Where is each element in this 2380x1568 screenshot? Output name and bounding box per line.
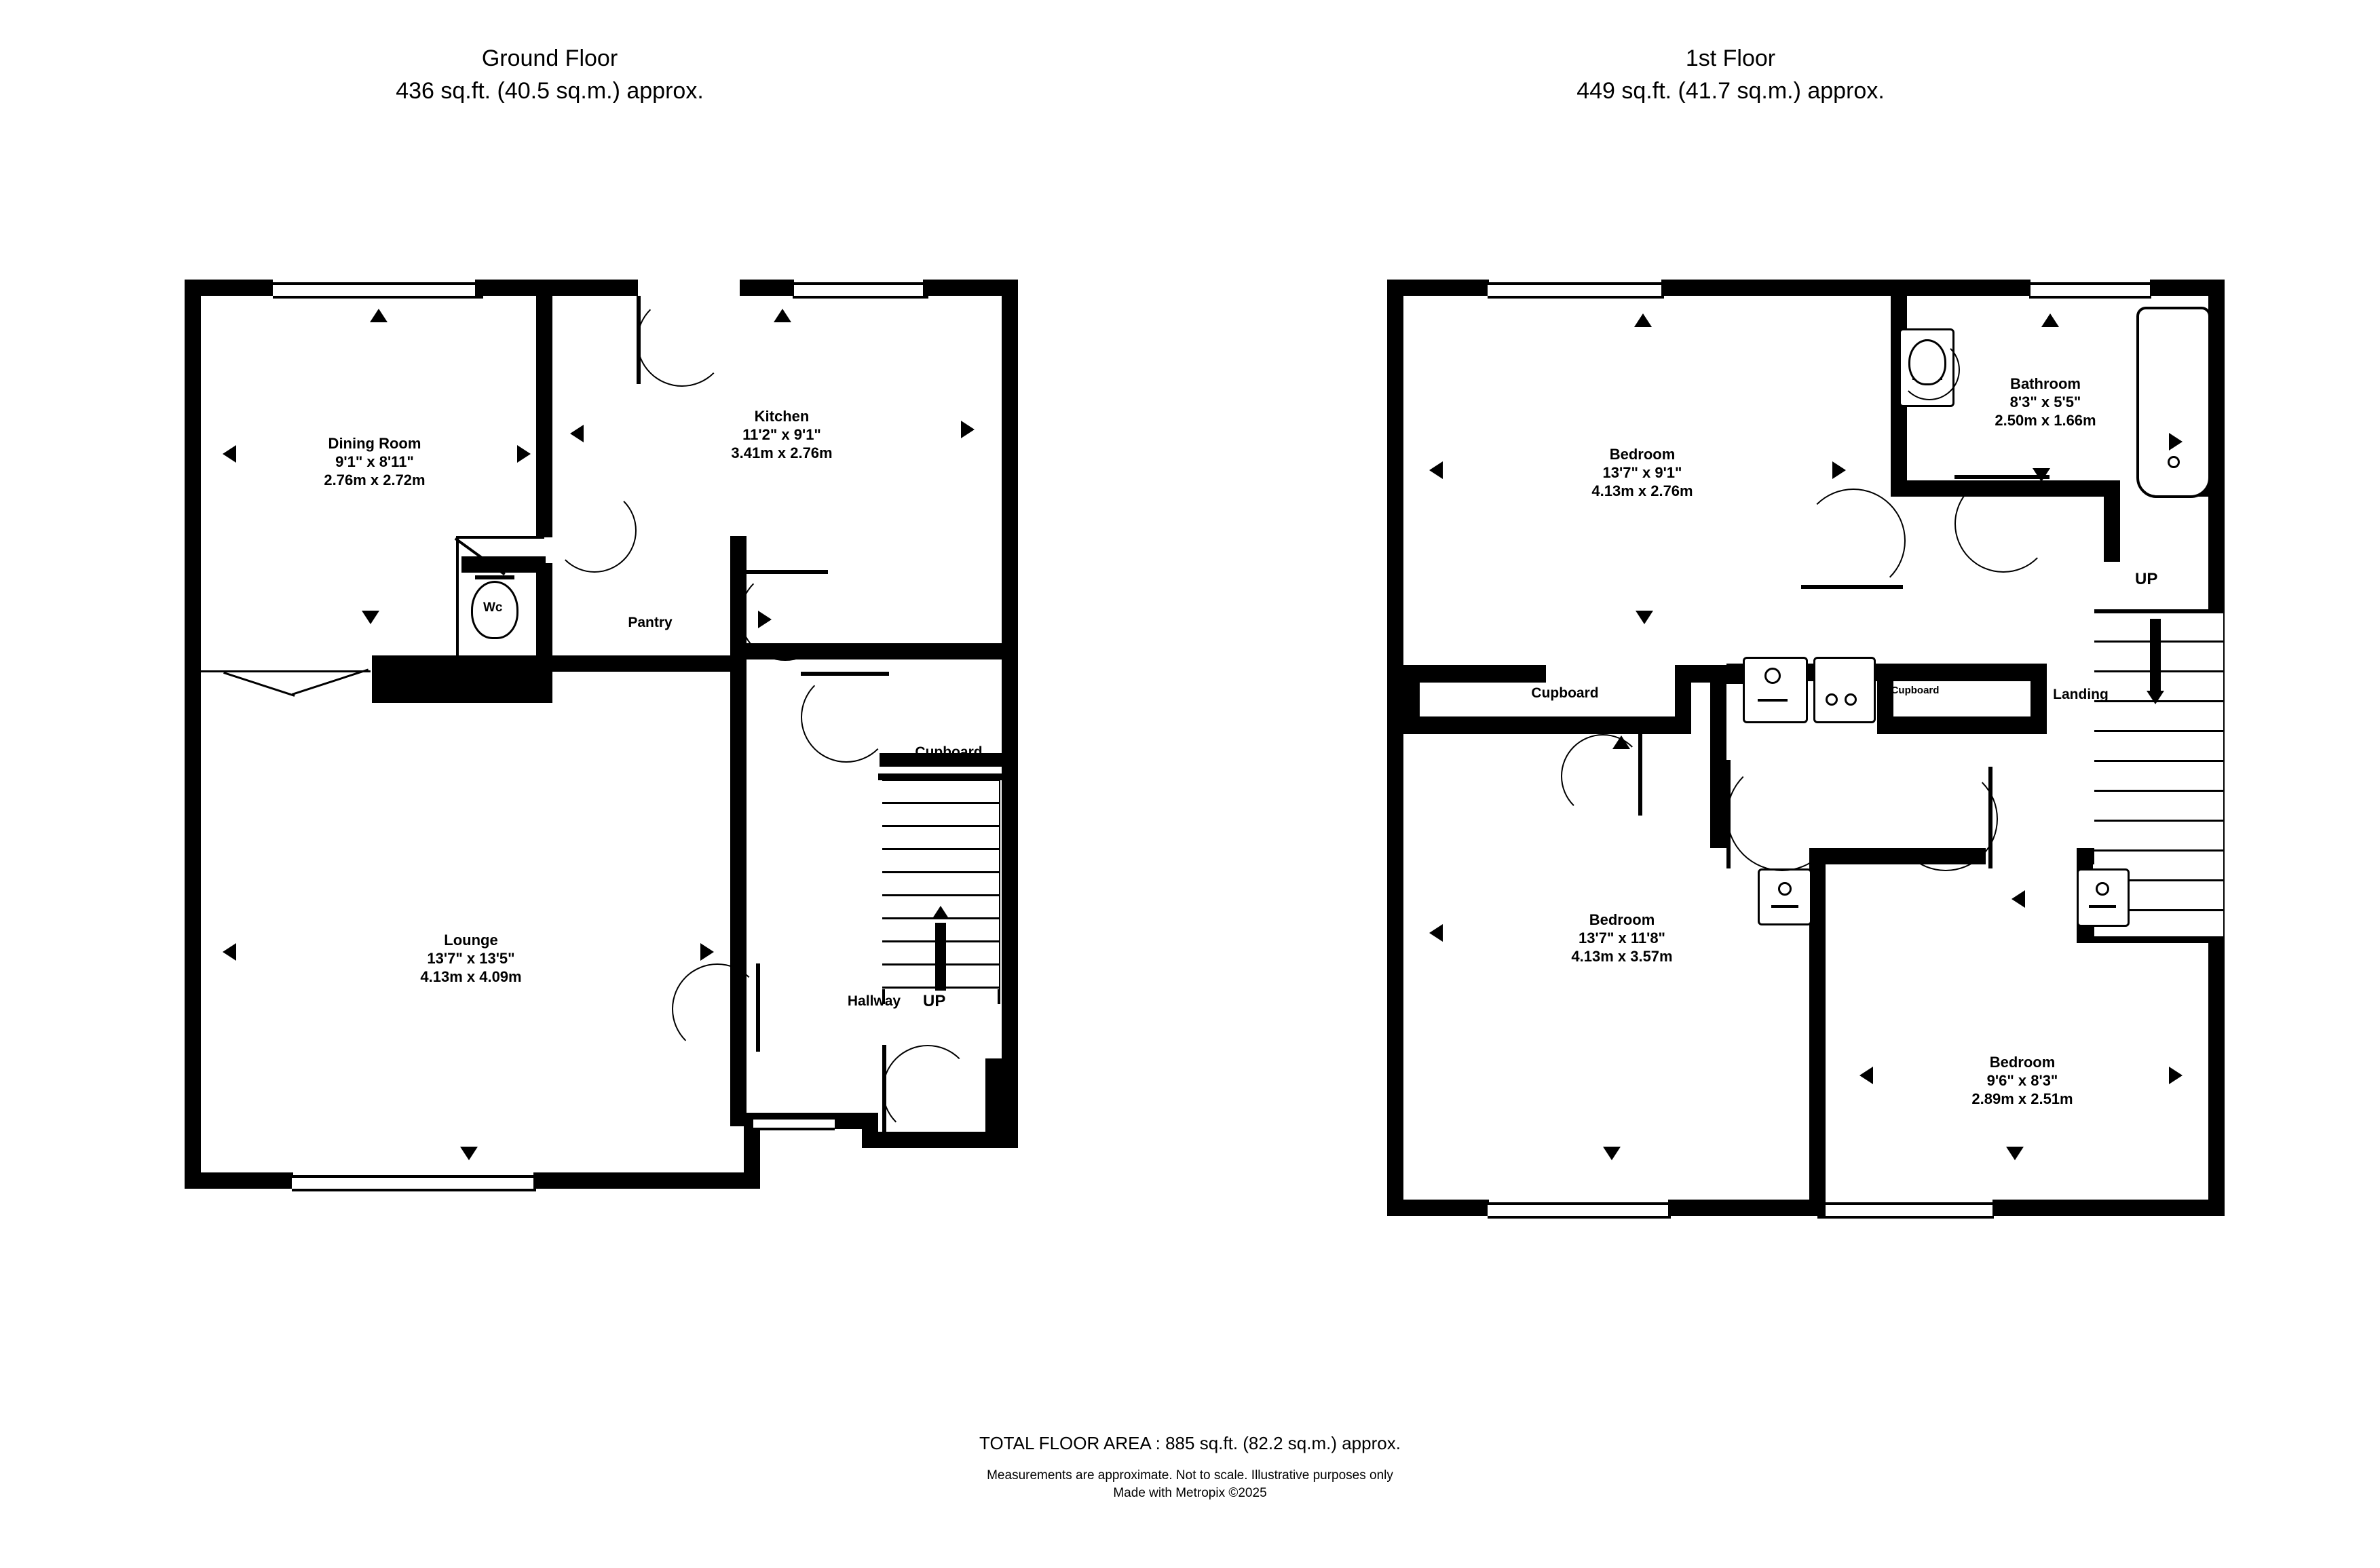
room-label-bedroom-1: [1591, 445, 1693, 500]
room-imperial-kitchen: 11'2" x 9'1": [742, 426, 821, 443]
stairs-up-arrow-head-ground: [932, 906, 949, 919]
room-name-lounge: Lounge: [444, 932, 498, 949]
door-leaf-understairs: [801, 672, 889, 676]
room-label-bedroom-2: [1571, 911, 1672, 965]
room-label-lounge: [420, 931, 521, 986]
door-swing-cupboard-1f: [1561, 734, 1645, 818]
arrow-bed1-right: [1832, 461, 1846, 479]
door-swing-kitchen-hall: [740, 570, 831, 661]
wall-dining-kitchen-upper: [536, 280, 552, 537]
airing-unit-left-dial-icon: [1764, 668, 1781, 684]
wall-entry-bottom: [862, 1132, 1018, 1148]
wall-top-mid: [475, 280, 638, 296]
door-leaf-bedroom3: [1988, 767, 1992, 868]
arrow-bed2-left: [1429, 924, 1443, 942]
wall-cupboard-edge-1f: [1675, 665, 1691, 734]
window-bedroom2-rear: [1488, 1202, 1671, 1219]
arrow-bed1-rear: [1636, 611, 1653, 624]
door-leaf-kitchen-hall: [740, 570, 828, 574]
arrow-dining-left: [223, 445, 236, 463]
room-metric-kitchen: 3.41m x 2.76m: [731, 444, 833, 461]
room-name-hallway: Hallway: [847, 993, 901, 1009]
arrow-bathroom-door: [2033, 468, 2050, 482]
airing-unit-right-icon: [1813, 657, 1876, 723]
arrow-bed1-front: [1634, 313, 1652, 327]
door-swing-bathroom: [1954, 475, 2052, 573]
airing-unit-right-dial-b-icon: [1845, 693, 1857, 706]
room-name-dining-room: Dining Room: [328, 435, 421, 452]
door-leaf-bedroom2: [1726, 760, 1731, 868]
arrow-lounge-right: [700, 943, 714, 961]
room-label-cupboard-1f-right: [1891, 681, 1940, 700]
wall-understairs-top: [878, 773, 1018, 780]
arrow-bed3-right: [2169, 1067, 2183, 1084]
wall-wc-block: [372, 655, 552, 703]
wall-wc-tick: [456, 573, 459, 575]
room-metric-lounge: 4.13m x 4.09m: [420, 968, 522, 985]
airing-unit-right-dial-a-icon: [1826, 693, 1838, 706]
room-metric-bathroom: 2.50m x 1.66m: [1995, 412, 2096, 429]
total-floor-area-text: TOTAL FLOOR AREA : 885 sq.ft. (82.2 sq.m.) approx.: [979, 1433, 1401, 1453]
door-swing-bedroom1: [1801, 489, 1906, 593]
door-swing-entry: [882, 1045, 973, 1136]
stairs-up-arrow-stem-ground: [935, 923, 946, 991]
stairs-up-label-first: UP: [2135, 570, 2158, 588]
ground-floor-title-text: Ground Floor: [481, 45, 618, 71]
door-swing-kitchen-front: [637, 296, 728, 387]
wc-label: Wc: [483, 600, 503, 615]
room-metric-bedroom-3: 2.89m x 2.51m: [1971, 1090, 2073, 1107]
arrow-kitchen-front: [774, 309, 791, 322]
arrow-kitchen-right: [961, 421, 975, 438]
room-imperial-bedroom-3: 9'6" x 8'3": [1986, 1072, 2058, 1089]
wall-wc-closet-left: [456, 536, 459, 655]
door-swing-bedroom3: [1893, 767, 1998, 871]
wall-wc-closet-top: [456, 536, 544, 539]
airing-unit-left-icon: [1743, 657, 1808, 723]
room-metric-bedroom-2: 4.13m x 3.57m: [1571, 948, 1673, 965]
door-leaf-lounge-hall: [756, 963, 760, 1052]
door-leaf-kitchen-front: [637, 296, 641, 384]
stairs-first-top-edge: [2094, 609, 2223, 613]
bathroom-toilet-icon: [1908, 339, 1946, 385]
first-floor-title-text: 1st Floor: [1685, 45, 1776, 71]
room-name-landing: Landing: [2053, 687, 2109, 702]
disclaimer-text: Measurements are approximate. Not to scale. Illustrative purposes only: [987, 1468, 1393, 1483]
room-name-bedroom-3: Bedroom: [1989, 1054, 2056, 1071]
room-imperial-lounge: 13'7" x 13'5": [427, 950, 515, 967]
stairs-up-arrow-stem-first: [2150, 619, 2161, 693]
door-swing-dining-kitchen: [552, 489, 637, 573]
wall-left-exterior: [185, 280, 201, 1189]
wall-top-kitchen-left: [740, 280, 794, 296]
wall-lounge-hall: [730, 651, 747, 1126]
arrow-bathroom-front: [2041, 313, 2059, 327]
ground-floor-title: [380, 42, 719, 107]
wall-bottom-right-1f: [1992, 1200, 2225, 1216]
arrow-bed2-rear: [1603, 1147, 1621, 1160]
airing-unit-left-bar-icon: [1758, 699, 1788, 702]
room-label-cupboard-ground: [915, 743, 982, 761]
wall-right-exterior: [1002, 280, 1018, 1148]
wall-top-mid2-1f: [1891, 280, 2030, 296]
first-floor-title: [1561, 42, 1900, 107]
wc-cistern-icon: [475, 575, 514, 579]
room-label-dining-room: [324, 434, 425, 489]
room-label-landing: [2053, 685, 2109, 704]
wall-bottom-left: [185, 1172, 293, 1189]
arrow-bathroom-right: [2169, 433, 2183, 451]
window-kitchen-front: [793, 282, 928, 299]
bathtub-icon: [2136, 307, 2211, 498]
room-name-cupboard-1f-left: Cupboard: [1531, 685, 1599, 701]
room-label-cupboard-1f-left: [1531, 684, 1598, 702]
room-label-bedroom-3: [1971, 1053, 2073, 1108]
arrow-lounge-rear: [460, 1147, 478, 1160]
wall-lounge-top: [552, 655, 747, 672]
room-name-bedroom-2: Bedroom: [1589, 911, 1655, 928]
room-metric-bedroom-1: 4.13m x 2.76m: [1591, 482, 1693, 499]
door-swing-lounge-hall: [672, 963, 763, 1054]
credit-text: Made with Metropix ©2025: [1113, 1486, 1267, 1500]
wall-small-cupboard-bottom: [1877, 716, 2047, 734]
window-bedroom1-front: [1488, 282, 1664, 299]
stair-string-line-c: [292, 669, 369, 695]
room-name-cupboard-ground: Cupboard: [915, 744, 983, 760]
stairs-up-label-ground: UP: [923, 992, 946, 1010]
wall-bottom-mid-1f: [1668, 1200, 1819, 1216]
arrow-lounge-left: [223, 943, 236, 961]
room-name-bedroom-1: Bedroom: [1609, 446, 1676, 463]
basin-tap-bedroom3-icon: [2089, 905, 2116, 908]
room-label-hallway: [848, 992, 901, 1010]
room-name-bathroom: Bathroom: [2010, 375, 2081, 392]
door-leaf-cupboard-1f: [1638, 734, 1642, 816]
wall-bottom-left-1f: [1387, 1200, 1489, 1216]
room-label-bathroom: [1995, 375, 2096, 429]
arrow-bed3-rear: [2006, 1147, 2024, 1160]
ground-floor-area-text: 436 sq.ft. (40.5 sq.m.) approx.: [396, 78, 704, 104]
first-floor-area-text: 449 sq.ft. (41.7 sq.m.) approx.: [1576, 78, 1885, 104]
wall-landing-left-upper: [2104, 480, 2120, 562]
wall-small-cupboard-top: [1877, 664, 2047, 681]
wall-cupboard-bottom-1f: [1403, 716, 1688, 734]
arrow-bed3-left: [1859, 1067, 1873, 1084]
stairs-up-arrow-head-first: [2147, 691, 2164, 704]
wall-bed1-corner: [1726, 664, 1743, 684]
door-leaf-bedroom1: [1801, 585, 1903, 589]
wall-cupboard-right: [1002, 753, 1018, 835]
door-leaf-entry: [882, 1045, 886, 1133]
stair-string-line-b: [223, 672, 295, 697]
washbasin-bedroom3-icon: [2077, 868, 2130, 927]
room-name-pantry: Pantry: [628, 615, 673, 630]
window-bedroom3-rear: [1817, 1202, 1994, 1219]
wall-bottom-mid: [533, 1172, 744, 1189]
bath-plug-icon: [2168, 456, 2180, 468]
window-dining-front: [273, 282, 483, 299]
wall-left-exterior-1f: [1387, 280, 1403, 1216]
room-imperial-dining-room: 9'1" x 8'11": [335, 453, 414, 470]
room-label-pantry: [628, 613, 672, 632]
basin-tap-bedroom2-icon: [1771, 905, 1798, 908]
washbasin-bedroom2-icon: [1758, 868, 1812, 925]
door-swing-understairs: [801, 672, 892, 763]
arrow-dining-rear: [362, 611, 379, 624]
wall-cupboard-top-1f: [1403, 665, 1546, 683]
room-name-kitchen: Kitchen: [754, 408, 810, 425]
wall-pantry-top: [461, 556, 546, 573]
wall-wc-left: [372, 655, 388, 703]
room-imperial-bathroom: 8'3" x 5'5": [2009, 394, 2081, 410]
window-lounge-rear: [292, 1175, 536, 1191]
room-label-kitchen: [731, 407, 832, 462]
basin-bowl-bedroom2-icon: [1778, 882, 1792, 896]
door-swing-bedroom2: [1726, 760, 1838, 871]
room-imperial-bedroom-1: 13'7" x 9'1": [1602, 464, 1682, 481]
window-bathroom-front: [2029, 282, 2151, 299]
room-imperial-bedroom-2: 13'7" x 11'8": [1579, 930, 1665, 946]
wall-top-mid-1f: [1661, 280, 1892, 296]
arrow-kitchen-left: [570, 425, 584, 442]
arrow-bed1-left: [1429, 461, 1443, 479]
arrow-landing-bed3-door: [2011, 890, 2025, 908]
arrow-dining-right: [517, 445, 531, 463]
room-name-cupboard-1f-right: Cupboard: [1891, 685, 1940, 696]
room-metric-dining-room: 2.76m x 2.72m: [324, 472, 426, 489]
wall-landing-left-mid: [1710, 665, 1726, 848]
arrow-dining-front: [370, 309, 388, 322]
window-hall-front: [753, 1117, 835, 1130]
basin-bowl-bedroom3-icon: [2096, 882, 2109, 896]
